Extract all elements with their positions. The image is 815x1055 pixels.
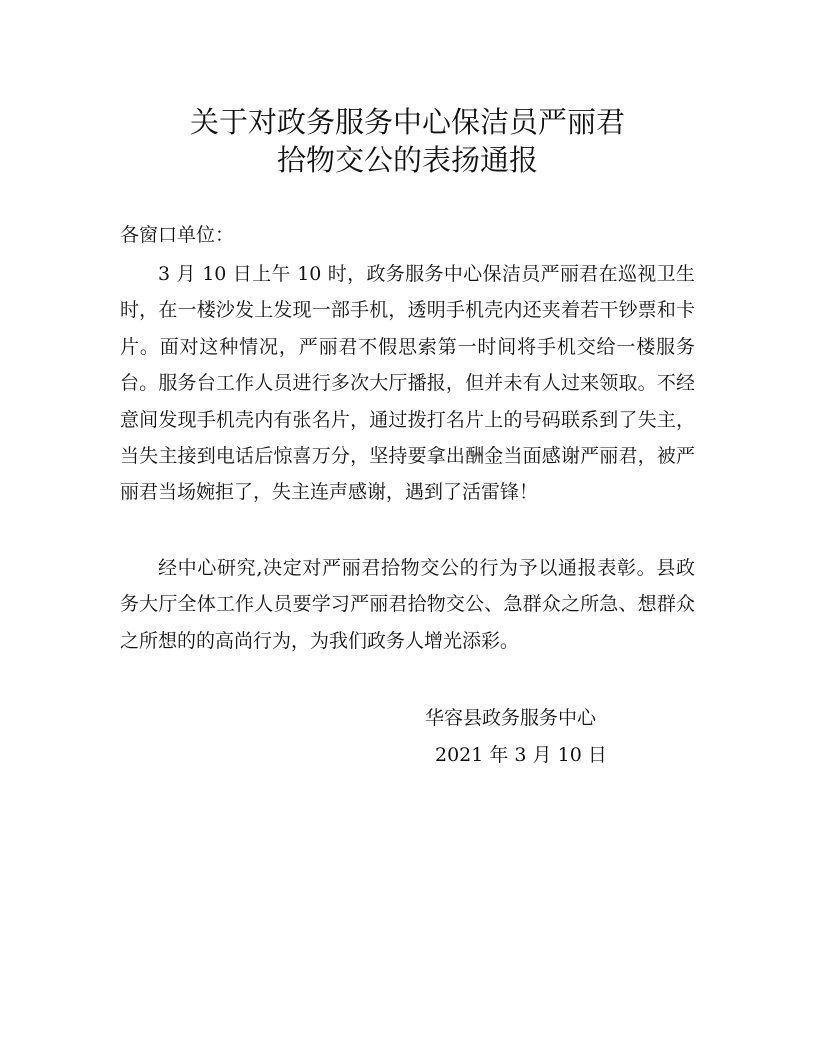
document-title-line-2: 拾物交公的表扬通报 xyxy=(276,143,538,177)
signature-date: 2021 年 3 月 10 日 xyxy=(435,744,607,766)
body-paragraph-2: 经中心研究,决定对严丽君拾物交公的行为予以通报表彰。县政务大厅全体工作人员要学习严丽君拾物交公、急群众之所急、想群众之所想的的高尚行为，为我们政务人增光添彩。 xyxy=(120,557,695,652)
signature-organization: 华容县政务服务中心 xyxy=(425,707,597,729)
body-paragraph-1: 3 月 10 日上午 10 时，政务服务中心保洁员严丽君在巡视卫生时，在一楼沙发上发现一部手机，透明手机壳内还夹着若干钞票和卡片。面对这种情况，严丽君不假思索第一时间将手机交给一楼服务台。服务台工作人员进行多次大厅播报，但并未有人过来领取。不经意间发现手机壳内有张名片，通过拨打名片上的号码联系到了失主，当失主接到电话后惊喜万分，坚持要拿出酬金当面感谢严丽君，被严丽君当场婉拒了，失主连声感谢，遇到了活雷锋！ xyxy=(120,263,695,504)
document-title-line-1: 关于对政务服务中心保洁员严丽君 xyxy=(189,105,625,139)
salutation: 各窗口单位： xyxy=(120,224,235,246)
